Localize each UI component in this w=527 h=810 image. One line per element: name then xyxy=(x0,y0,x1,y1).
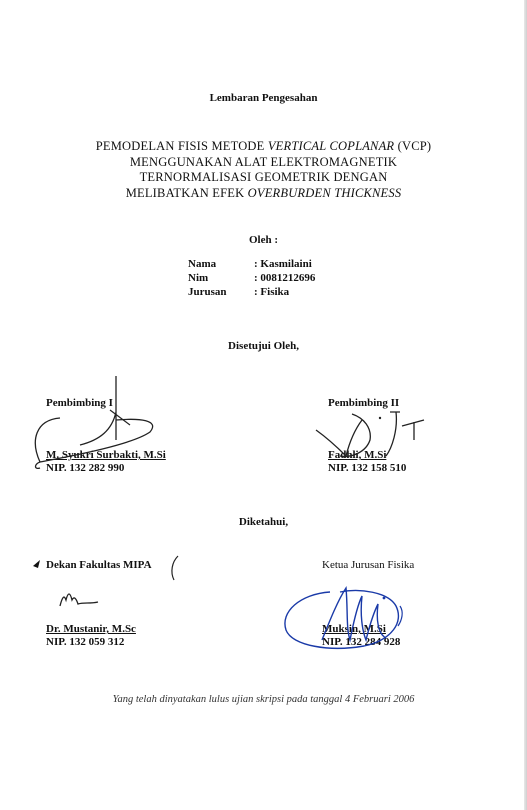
dekan-nip: NIP. 132 059 312 xyxy=(46,636,125,648)
nim-value: : 0081212696 xyxy=(254,272,316,284)
dekan-role: Dekan Fakultas MIPA xyxy=(46,559,152,571)
pembimbing1-role: Pembimbing I xyxy=(46,397,113,409)
ketua-name: Muksin, M.Si xyxy=(322,623,386,635)
jurusan-label: Jurusan xyxy=(188,286,227,298)
title-line-4: MELIBATKAN EFEK OVERBURDEN THICKNESS xyxy=(125,185,402,200)
approved-by-label: Disetujui Oleh, xyxy=(228,340,299,352)
ketua-role: Ketua Jurusan Fisika xyxy=(322,559,415,571)
title-line-1: PEMODELAN FISIS METODE VERTICAL COPLANAR (VCP) xyxy=(95,139,432,153)
pembimbing2-name: Fadhli, M.Si xyxy=(328,449,387,461)
page-heading: Lembaran Pengesahan xyxy=(209,92,318,104)
nama-label: Nama xyxy=(188,258,217,270)
ketua-nip: NIP. 132 284 928 xyxy=(322,636,401,648)
acknowledged-label: Diketahui, xyxy=(238,516,289,528)
footer-note: Yang telah dinyatakan lulus ujian skripsi pada tanggal 4 Februari 2006 xyxy=(112,694,415,705)
jurusan-value: : Fisika xyxy=(254,286,290,298)
title-line-3: TERNORMALISASI GEOMETRIK DENGAN xyxy=(139,170,388,184)
title-line-2: MENGGUNAKAN ALAT ELEKTROMAGNETIK xyxy=(129,154,398,169)
nama-value: : Kasmilaini xyxy=(254,258,312,270)
pembimbing2-nip: NIP. 132 158 510 xyxy=(328,462,407,474)
pembimbing2-role: Pembimbing II xyxy=(328,397,400,409)
nim-label: Nim xyxy=(188,272,209,284)
pembimbing1-nip: NIP. 132 282 990 xyxy=(46,462,125,474)
pembimbing1-name: M. Syukri Surbakti, M.Si xyxy=(46,449,166,461)
oleh-label: Oleh : xyxy=(248,234,279,246)
dekan-name: Dr. Mustanir, M.Sc xyxy=(46,623,136,635)
